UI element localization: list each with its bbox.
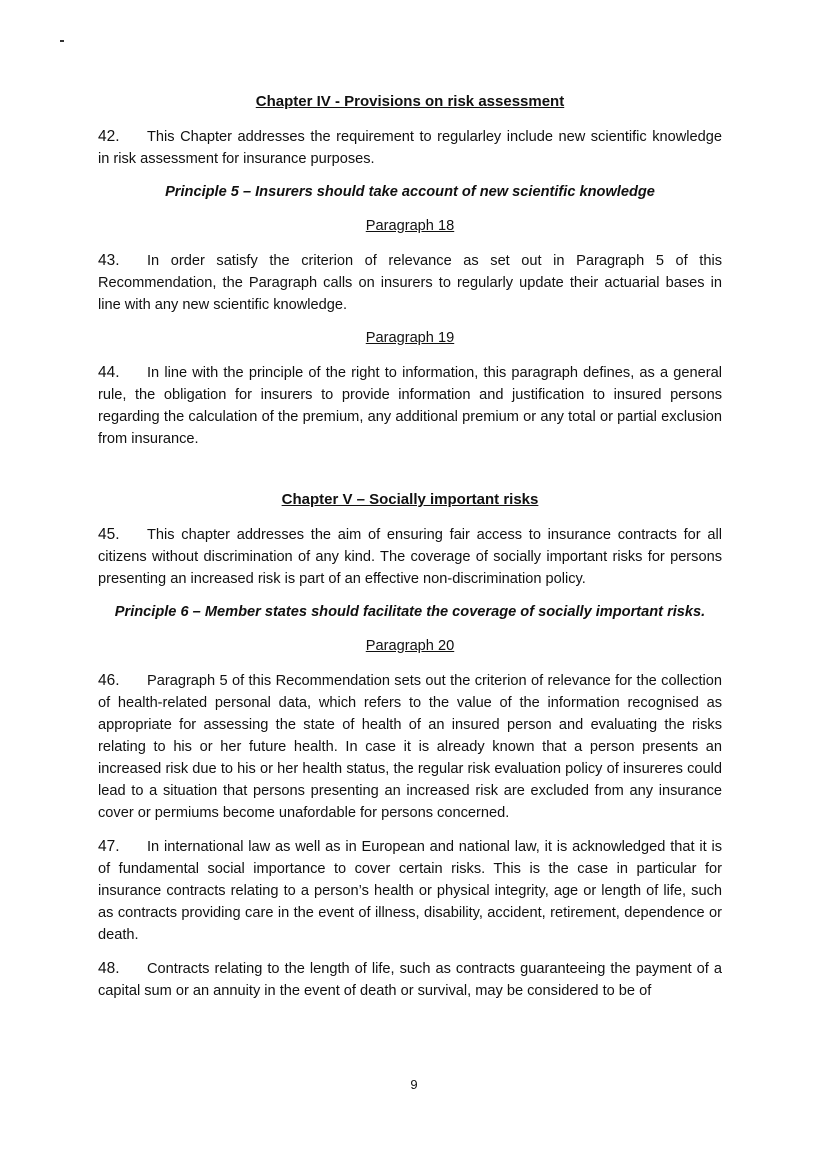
paragraph-number: 46.	[98, 672, 120, 689]
paragraph-text: Contracts relating to the length of life, such as contracts guaranteeing the payment of a capital sum or an annuity in the event of death or survival, may be considered to be of	[98, 961, 722, 999]
paragraph-number: 42.	[98, 128, 120, 145]
paragraph-20-ref: Paragraph 20	[365, 638, 455, 654]
paragraph-number: 43.	[98, 252, 120, 269]
paragraph-43	[98, 250, 722, 316]
paragraph-number: 45.	[98, 526, 120, 543]
paragraph-text: Paragraph 5 of this Recommendation sets out the criterion of relevance for the collection of health-related personal data, which refers to the value of the information recognised as appropriate for assessing the state of health of an insured person and evaluating the risks relating to his or her future health. In case it is already known that a person presents an increased risk due to his or her health status, the regular risk evaluation policy of insureres could lead to a situation that persons presenting an increased risk are excluded from any insurance cover or permiums become unafordable for persons concerned.	[98, 673, 722, 821]
paragraph-18-ref: Paragraph 18	[365, 218, 455, 234]
paragraph-text: This Chapter addresses the requirement to regularley include new scientific knowledge in risk assessment for insurance purposes.	[98, 129, 722, 167]
paragraph-44	[98, 362, 722, 450]
paragraph-46	[98, 670, 722, 824]
paragraph-42	[98, 126, 722, 170]
paragraph-48	[98, 958, 722, 1002]
chapter-v-heading: Chapter V – Socially important risks	[281, 491, 539, 508]
principle-5-heading: Principle 5 – Insurers should take account of new scientific knowledge	[165, 184, 655, 200]
paragraph-19-ref: Paragraph 19	[365, 330, 455, 346]
paragraph-text: In international law as well as in European and national law, it is acknowledged that it is of fundamental social importance to cover certain risks. This is the case in particular for insurance contracts relating to a person’s health or physical integrity, age or length of life, such as contracts providing care in the event of illness, disability, accident, retirement, dependence or death.	[98, 839, 722, 943]
paragraph-number: 48.	[98, 960, 120, 977]
paragraph-text: This chapter addresses the aim of ensuring fair access to insurance contracts for all citizens without discrimination of any kind. The coverage of socially important risks for persons presenting an increased risk is part of an effective non-discrimination policy.	[98, 527, 722, 587]
page-number: 9	[410, 1077, 418, 1092]
chapter-iv-heading: Chapter IV - Provisions on risk assessment	[255, 93, 565, 110]
document-page	[98, 86, 722, 1014]
paragraph-number: 44.	[98, 364, 120, 381]
paragraph-text: In line with the principle of the right to information, this paragraph defines, as a general rule, the obligation for insurers to provide information and justification to insured persons regarding the calculation of the premium, any additional premium or any total or partial exclusion from insurance.	[98, 365, 722, 447]
scan-mark	[60, 40, 64, 42]
paragraph-text: In order satisfy the criterion of relevance as set out in Paragraph 5 of this Recommendation, the Paragraph calls on insurers to regularly update their actuarial bases in line with any new scientific knowledge.	[98, 253, 722, 313]
paragraph-47	[98, 836, 722, 946]
paragraph-45	[98, 524, 722, 590]
paragraph-number: 47.	[98, 838, 120, 855]
principle-6-heading: Principle 6 – Member states should facilitate the coverage of socially important risks.	[114, 604, 706, 620]
